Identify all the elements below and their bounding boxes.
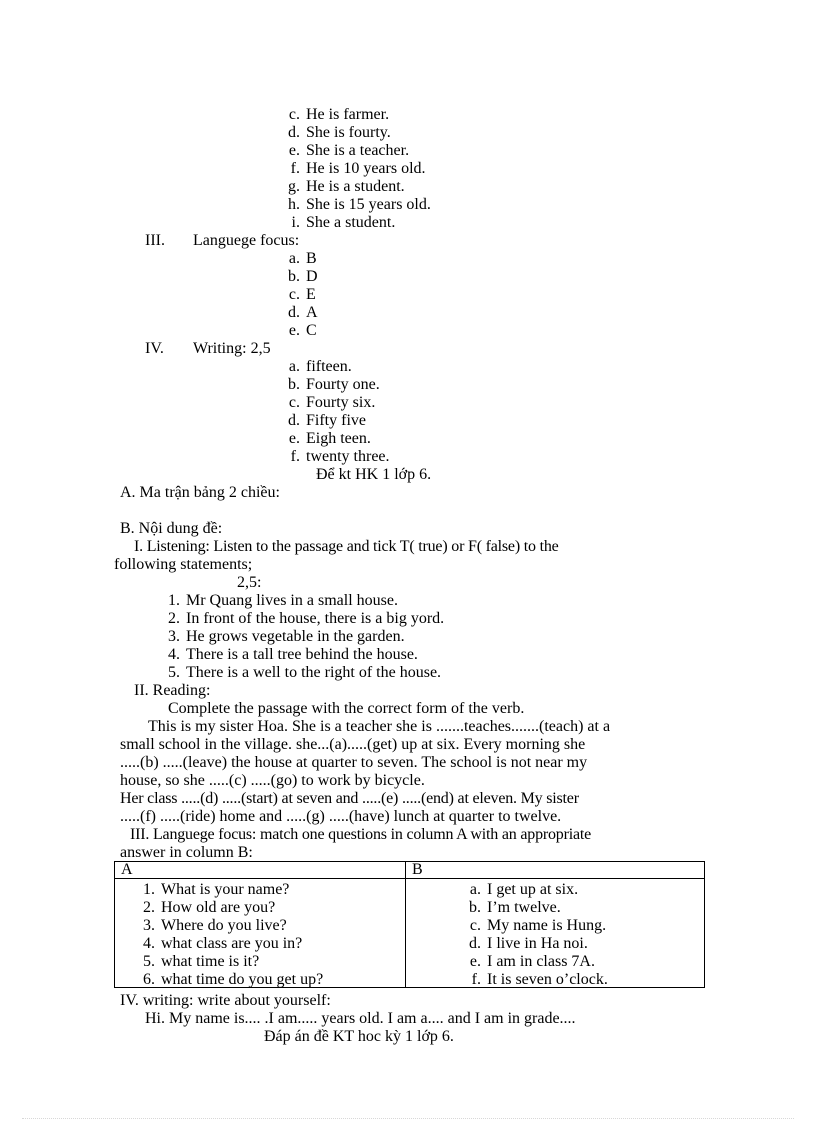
listening-instruction: I. Listening: Listen to the passage and tick T( true) or F( false) to the	[134, 538, 559, 555]
list-item: d. A	[288, 304, 318, 321]
list-item: e. She is a teacher.	[288, 142, 410, 159]
section-b-heading: B. Nội dung đề:	[120, 520, 223, 537]
page-footer-divider	[22, 1118, 794, 1119]
section-a-heading: A. Ma trận bảng 2 chiều:	[120, 484, 280, 501]
reading-passage-line: .....(f) .....(ride) home and .....(g) .....(have) lunch at quarter to twelve.	[120, 808, 562, 825]
list-item: c. E	[288, 286, 316, 303]
column-a-cell	[115, 879, 406, 988]
answer-item: f. It is seven o’clock.	[471, 971, 608, 988]
list-item: g. He is a student.	[288, 178, 405, 195]
language-focus-instruction-cont: answer in column B:	[120, 844, 253, 861]
list-item: a. B	[288, 250, 317, 267]
answer-item: a. I get up at six.	[469, 881, 579, 898]
list-item: d. She is fourty.	[288, 124, 391, 141]
reading-passage-line: This is my sister Hoa. She is a teacher she is .......teaches.......(teach) at a	[148, 718, 611, 735]
reading-instruction: Complete the passage with the correct form of the verb.	[168, 700, 525, 717]
listening-score: 2,5:	[237, 574, 262, 591]
exam-title: Để kt HK 1 lớp 6.	[316, 466, 432, 483]
reading-heading: II. Reading:	[134, 682, 211, 699]
list-item: b. D	[288, 268, 318, 285]
answer-item: e. I am in class 7A.	[469, 953, 595, 970]
list-item: c. Fourty six.	[288, 394, 376, 411]
reading-passage-line: house, so she .....(c) .....(go) to work by bicycle.	[120, 772, 425, 789]
list-item: i. She a student.	[291, 214, 396, 231]
column-a-header: A	[115, 862, 406, 879]
list-item: f. twenty three.	[290, 448, 390, 465]
question-item: 5. what time is it?	[143, 953, 260, 970]
list-item: b. Fourty one.	[288, 376, 380, 393]
question-item: 2. How old are you?	[143, 899, 276, 916]
list-item: 5. There is a well to the right of the house.	[168, 664, 442, 681]
language-focus-instruction: III. Languege focus: match one questions in column A with an appropriate	[130, 826, 592, 843]
matching-table	[114, 861, 705, 988]
question-item: 1. What is your name?	[143, 881, 290, 898]
question-item: 6. what time do you get up?	[143, 971, 324, 988]
question-item: 3. Where do you live?	[143, 917, 287, 934]
list-item: f. He is 10 years old.	[290, 160, 426, 177]
reading-passage-line: small school in the village. she...(a).....(get) up at six. Every morning she	[120, 736, 586, 753]
listening-instruction-cont: following statements;	[114, 556, 253, 573]
answer-item: c. My name is Hung.	[469, 917, 607, 934]
section-heading-language-focus: III. Languege focus:	[145, 232, 300, 249]
list-item: e. Eigh teen.	[288, 430, 371, 447]
column-b-header: B	[406, 862, 705, 879]
list-item: c. He is farmer.	[288, 106, 390, 123]
list-item: e. C	[288, 322, 317, 339]
question-item: 4. what class are you in?	[143, 935, 303, 952]
list-item: h. She is 15 years old.	[288, 196, 431, 213]
list-item: 4. There is a tall tree behind the house.	[168, 646, 418, 663]
reading-passage-line: Her class .....(d) .....(start) at seven and .....(e) .....(end) at eleven. My sister	[120, 790, 579, 807]
answer-item: d. I live in Ha noi.	[469, 935, 588, 952]
column-b-cell	[406, 879, 705, 988]
reading-passage-line: .....(b) .....(leave) the house at quarter to seven. The school is not near my	[120, 754, 588, 771]
answer-item: b. I’m twelve.	[469, 899, 561, 916]
answer-key-title: Đáp án đề KT hoc kỳ 1 lớp 6.	[264, 1028, 454, 1045]
writing-heading: IV. writing: write about yourself:	[120, 992, 331, 1009]
section-heading-writing: IV. Writing: 2,5	[145, 340, 271, 357]
list-item: 1. Mr Quang lives in a small house.	[168, 592, 398, 609]
list-item: a. fifteen.	[288, 358, 352, 375]
list-item: d. Fifty five	[288, 412, 366, 429]
writing-prompt: Hi. My name is.... .I am..... years old. I am a.... and I am in grade....	[145, 1010, 576, 1027]
list-item: 3. He grows vegetable in the garden.	[168, 628, 405, 645]
list-item: 2. In front of the house, there is a big yord.	[168, 610, 445, 627]
